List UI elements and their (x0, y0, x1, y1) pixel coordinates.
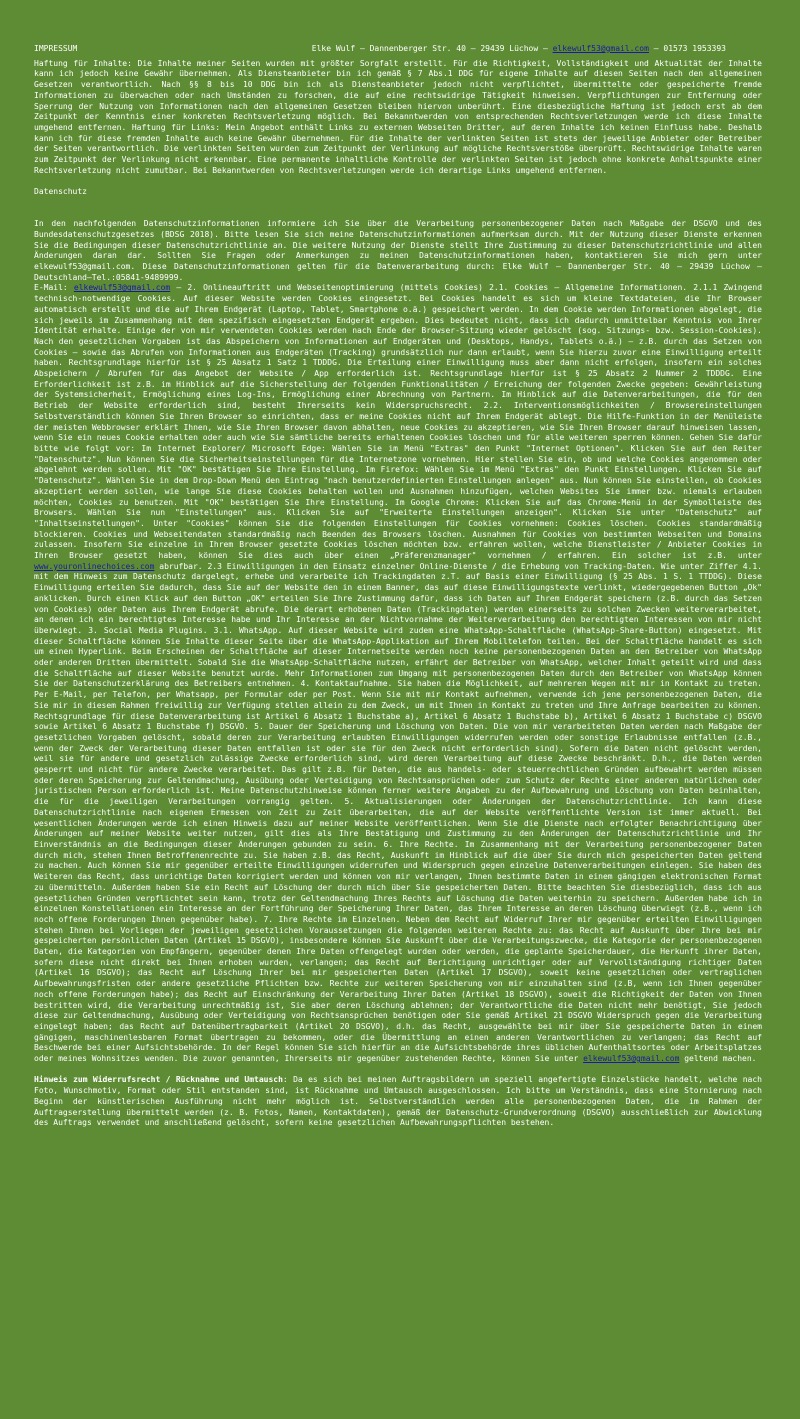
youronlinechoices-link[interactable]: www.youronlinechoices.com (34, 561, 155, 571)
email-label: E-Mail: (34, 283, 74, 293)
privacy-body (34, 283, 762, 1064)
impressum-page (34, 44, 762, 1129)
header-email-link[interactable]: elkewulf53@gmail.com (552, 44, 649, 53)
withdrawal-text: : Da es sich bei meinen Auftragsbildern um speziell angefertigte Einzelstücke handelt, welche nach Foto, Wunschmotiv, Format oder Stil entstanden sind, ist Rücknahme und Umtausch ausgeschlossen. Ich bitte um Verständnis, dass eine Stornierung nach Beginn der künstlerischen Ausführung nicht mehr möglich ist. Selbstverständlich werden alle personenbezogenen Daten, die im Rahmen der Auftragserstellung übermittelt werden (z. B. Fotos, Namen, Kontaktdaten), gemäß der Datenschutz-Grundverordnung (DSGVO) ausschließlich zur Abwicklung des Auftrags verwendet und anschließend gelöscht, sofern keine gesetzlichen Aufbewahrungspflichten bestehen. (34, 1075, 762, 1128)
contact-prefix: Elke Wulf – Dannenberger Str. 40 – 29439 Lüchow – (311, 44, 553, 53)
privacy-title: Datenschutz (34, 187, 87, 197)
liability-paragraph: Haftung für Inhalte: Die Inhalte meiner Seiten wurden mit größter Sorgfalt erstellt. Für die Richtigkeit, Vollständigkeit und Aktualität der Inhalte kann ich jedoch keine Gewähr übernehmen. Als Diensteanbieter bin ich gemäß § 7 Abs.1 DDG für eigene Inhalte auf diesen Seiten nach den allgemeinen Gesetzen verantwortlich. Nach §§ 8 bis 10 DDG bin ich als Diensteanbieter jedoch nicht verpflichtet, übermittelte oder gespeicherte fremde Informationen zu überwachen oder nach Umständen zu forschen, die auf eine rechtswidrige Tätigkeit hinweisen. Verpflichtungen zur Entfernung oder Sperrung der Nutzung von Informationen nach den allgemeinen Gesetzen bleiben hiervon unberührt. Eine diesbezügliche Haftung ist jedoch erst ab dem Zeitpunkt der Kenntnis einer konkreten Rechtsverletzung möglich. Bei Bekanntwerden von entsprechenden Rechtsverletzungen werde ich diese Inhalte umgehend entfernen. Haftung für Links: Mein Angebot enthält Links zu externen Webseiten Dritter, auf deren Inhalte ich keinen Einfluss habe. Deshalb kann ich für diese fremden Inhalte auch keine Gewähr übernehmen. Für die Inhalte der verlinkten Seiten ist stets der jeweilige Anbieter oder Betreiber der Seiten verantwortlich. Die verlinkten Seiten wurden zum Zeitpunkt der Verlinkung auf mögliche Rechtsverstöße überprüft. Rechtswidrige Inhalte waren zum Zeitpunkt der Verlinkung nicht erkennbar. Eine permanente inhaltliche Kontrolle der verlinkten Seiten ist jedoch ohne konkrete Anhaltspunkte einer Rechtsverletzung nicht zumutbar. Bei Bekanntwerden von Rechtsverletzungen werde ich derartige Links umgehend entfernen. (34, 58, 762, 175)
contact-line (312, 44, 762, 55)
privacy-text-part2: abrufbar. 2.3 Einwilligungen in den Einsatz einzelner Online-Dienste / die Erhebung von Tracking-Daten. Wie unter Ziffer 4.1. mit dem Hinweis zum Datenschutz dargelegt, erhebe und verarbeite ich Trackingdaten z.T. auf Basis einer Einwilligung (§ 25 Abs. 1 S. 1 TTDDG). Diese Einwilligung erteilen Sie dadurch, dass Sie auf der Website den in einem Banner, das auf diese Einwilligungstexte verlinkt, wiedergegebenen Button „Ok" anklicken. Durch einen Klick auf den Button „OK" erteilen Sie Ihre Zustimmung dafür, dass ich Daten auf Ihrem Endgerät speichern (z.B. durch das Setzen von Cookies) oder Daten aus Ihrem Endgerät abrufe. Die derart erhobenen Daten (Trackingdaten) werden einerseits zu solchen Zwecken weiterverarbeitet, an denen ich ein berechtigtes Interesse habe und Ihr Interesse an der Nichtvornahme der Weiterverarbeitung den berechtigten Interessen von mir nicht überwiegt. 3. Social Media Plugins. 3.1. WhatsApp. Auf dieser Website wird zudem eine WhatsApp-Schaltfläche (WhatsApp-Share-Button) eingesetzt. Mit dieser Schaltfläche können Sie Inhalte dieser Seite über die WhatsApp-Applikation auf Ihrem Mobiltelefon teilen. Bei der Schaltfläche handelt es sich um einen Hyperlink. Beim Erscheinen der Schaltfläche auf dieser Internetseite werden noch keine personenbezogenen Daten an den Betreiber von WhatsApp oder anderen Dritten übermittelt. Sobald Sie die WhatsApp-Schaltfläche nutzen, erfährt der Betreiber von WhatsApp, welcher Inhalt geteilt wird und dass die Schaltfläche auf dieser Website benutzt wurde. Mehr Informationen zum Umgang mit personenbezogenen Daten durch den Betreiber von WhatsApp können Sie der Datenschutzerklärung des Betreibers entnehmen. 4. Kontaktaufnahme. Sie haben die Möglichkeit, auf mehreren Wegen mit mir in Kontakt zu treten. Per E-Mail, per Telefon, per Whatsapp, per Formular oder per Post. Wenn Sie mit mir Kontakt aufnehmen, verwende ich jene personenbezogenen Daten, die Sie mir in diesem Rahmen freiwillig zur Verfügung stellen allein zu dem Zweck, um mit Ihnen in Kontakt zu treten und Ihre Anfrage bearbeiten zu können. Rechtsgrundlage für diese Datenverarbeitung ist Artikel 6 Absatz 1 Buchstabe a), Artikel 6 Absatz 1 Buchstabe b), Artikel 6 Absatz 1 Buchstabe c) DSGVO sowie Artikel 6 Absatz 1 Buchstabe f) DSGVO. 5. Dauer der Speicherung und Löschung von Daten. Die von mir verarbeiteten Daten werden nach Maßgabe der gesetzlichen Vorgaben gelöscht, sobald deren zur Verarbeitung erlaubten Einwilligungen widerrufen werden oder sonstige Erlaubnisse entfallen (z.B., wenn der Zweck der Verarbeitung dieser Daten entfallen ist oder sie für den Zweck nicht erforderlich sind). Sofern die Daten nicht gelöscht werden, weil sie für andere und gesetzlich zulässige Zwecke erforderlich sind, wird deren Verarbeitung auf diese Zwecke beschränkt. D.h., die Daten werden gesperrt und nicht für andere Zwecke verarbeitet. Das gilt z.B. für Daten, die aus handels- oder steuerrechtlichen Gründen aufbewahrt werden müssen oder deren Speicherung zur Geltendmachung, Ausübung oder Verteidigung von Rechtsansprüchen oder zum Schutz der Rechte einer anderen natürlichen oder juristischen Person erforderlich ist. Meine Datenschutzhinweise können ferner weitere Angaben zu der Aufbewahrung und Löschung von Daten beinhalten, die für die jeweiligen Verarbeitungen vorrangig gelten. 5. Aktualisierungen oder Änderungen der Datenschutzrichtlinie. Ich kann diese Datenschutzrichtlinie nach eigenem Ermessen von Zeit zu Zeit überarbeiten, die auf der Website veröffentlichte Version ist immer aktuell. Bei wesentlichen Änderungen werde ich einen Hinweis dazu auf meiner Website veröffentlichen. Wenn Sie die Dienste nach erfolgter Benachrichtigung über Änderungen auf meiner Website weiter nutzen, gilt dies als Ihre Bestätigung und Zustimmung zu den Änderungen der Datenschutzrichtlinie und Ihr Einverständnis an die Bedingungen dieser Änderungen gebunden zu sein. 6. Ihre Rechte. Im Zusammenhang mit der Verarbeitung personenbezogener Daten durch mich, stehen Ihnen Betroffenenrechte zu. Sie haben z.B. das Recht, Auskunft im Hinblick auf die über Sie durch mich gespeicherten Daten geltend zu machen. Auch können Sie mir gegenüber erteilte Einwilligungen widerrufen und Widerspruch gegen einzelne Datenverarbeitungen einlegen. Sie haben des Weiteren das Recht, dass unrichtige Daten korrigiert werden und können von mir verlangen, Ihnen bestimmte Daten in einem gängigen elektronischen Format zu übermitteln. Außerdem haben Sie ein Recht auf Löschung der durch mich über Sie gespeicherten Daten. Bitte beachten Sie diesbezüglich, dass ich aus gesetzlichen Gründen verpflichtet sein kann, trotz der Geltendmachung Ihres Rechts auf Löschung die Daten weiterhin zu speichern. Außerdem habe ich in einzelnen Konstellationen ein Interesse an der Fortführung der Speicherung Ihrer Daten, das Ihrem Interesse an deren Löschung überwiegt (z.B., wenn ich noch offene Forderungen Ihnen gegenüber habe). 7. Ihre Rechte im Einzelnen. Neben dem Recht auf Widerruf Ihrer mir gegenüber erteilten Einwilligungen stehen Ihnen bei Vorliegen der jeweiligen gesetzlichen Voraussetzungen die folgenden weiteren Rechte zu: das Recht auf Auskunft über Ihre bei mir gespeicherten persönlichen Daten (Artikel 15 DSGVO), insbesondere können Sie Auskunft über die Verarbeitungszwecke, die Kategorie der personenbezogenen Daten, die Kategorien von Empfängern, gegenüber denen Ihre Daten offengelegt wurden oder werden, die geplante Speicherdauer, die Herkunft ihrer Daten, sofern diese nicht direkt bei Ihnen erhoben wurden, verlangen; das Recht auf Berichtigung unrichtiger oder auf Vervollständigung richtiger Daten (Artikel 16 DSGVO); das Recht auf Löschung Ihrer bei mir gespeicherten Daten (Artikel 17 DSGVO), soweit keine gesetzlichen oder vertraglichen Aufbewahrungsfristen oder andere gesetzliche Pflichten bzw. Rechte zur weiteren Speicherung von mir einzuhalten sind (z.B, wenn ich Ihnen gegenüber noch offene Forderungen habe); das Recht auf Einschränkung der Verarbeitung Ihrer Daten (Artikel 18 DSGVO), soweit die Richtigkeit der Daten von Ihnen bestritten wird, die Verarbeitung unrechtmäßig ist, Sie aber deren Löschung ablehnen; der Verantwortliche die Daten nicht mehr benötigt, Sie jedoch diese zur Geltendmachung, Ausübung oder Verteidigung von Rechtsansprüchen benötigen oder Sie gemäß Artikel 21 DSGVO Widerspruch gegen die Verarbeitung eingelegt haben; das Recht auf Datenübertragbarkeit (Artikel 20 DSGVO), d.h. das Recht, ausgewählte bei mir über Sie gespeicherte Daten in einem gängigen, maschinenlesbaren Format übertragen zu bekommen, oder die Übermittlung an einen anderen Verantwortlichen zu verlangen; das Recht auf Beschwerde bei einer Aufsichtsbehörde. In der Regel können Sie sich hierfür an die Aufsichtsbehörde ihres üblichen Aufenthaltsortes oder Arbeitsplatzes oder meines Wohnsitzes wenden. Die zuvor genannten, Ihrerseits mir gegenüber zustehenden Rechte, können Sie unter (34, 561, 762, 1064)
privacy-intro: In den nachfolgenden Datenschutzinformationen informiere ich Sie über die Verarbeitung personenbezogener Daten nach Maßgabe der DSGVO und des Bundesdatenschutzgesetzes (BDSG 2018). Bitte lesen Sie sich meine Datenschutzinformationen aufmerksam durch. Mit der Nutzung dieser Dienste erkennen Sie die Bedingungen dieser Datenschutzrichtlinie an. Die weitere Nutzung der Dienste stellt Ihre Zustimmung zu dieser Datenschutzrichtlinie und allen Änderungen daran dar. Sollten Sie Fragen oder Anmerkungen zu meinen Datenschutzinformationen haben, kontaktieren Sie mich gern unter elkewulf53@gmail.com. Diese Datenschutzinformationen gelten für die Datenverarbeitung durch: Elke Wulf – Dannenberger Str. 40 – 29439 Lüchow – Deutschland–Tel.:05841-9489999. (34, 219, 762, 282)
privacy-text-part1: – 2. Onlineauftritt und Webseitenoptimierung (mittels Cookies) 2.1. Cookies – Allgemeine Informationen. 2.1.1 Zwingend technisch-notwendige Cookies. Auf dieser Website werden Cookies eingesetzt. Bei Cookies handelt es sich um kleine Textdateien, die Ihr Browser automatisch erstellt und die auf Ihrem Endgerät (Laptop, Tablet, Smartphone o.ä.) gespeichert werden. In dem Cookie werden Informationen abgelegt, die sich jeweils im Zusammenhang mit dem spezifisch eingesetzten Endgerät ergeben. Dies bedeutet nicht, dass ich dadurch unmittelbar Kenntnis von Ihrer Identität erhalte. Einige der von mir verwendeten Cookies werden nach Ende der Browser-Sitzung wieder gelöscht (sog. Sitzungs- bzw. Session-Cookies). Nach den gesetzlichen Vorgaben ist das Abspeichern von Informationen auf Endgeräten und (Desktops, Handys, Tablets o.ä.) – z.B. durch das Setzen von Cookies – sowie das Abrufen von Informationen aus Endgeräten (Tracking) grundsätzlich nur dann erlaubt, wenn Sie hierzu zuvor eine Einwilligung erteilt haben. Rechtsgrundlage hierfür ist § 25 Absatz 1 Satz 1 TDDDG. Die Erteilung einer Einwilligung muss aber dann nicht erfolgen, insofern ein solches Abspeichern / Abrufen für das Angebot der Website / App erforderlich ist. Rechtsgrundlage hierfür ist § 25 Absatz 2 Nummer 2 TDDDG. Eine Erforderlichkeit ist z.B. im Hinblick auf die Sicherstellung der folgenden Funktionalitäten / Erreichung der folgenden Zwecke gegeben: Gewährleistung der Systemsicherheit, Ermöglichung eines Log-Ins, Ermöglichung einer Abrechnung von Partnern. Im Hinblick auf die Datenverarbeitungen, die für den Betrieb der Website erforderlich sind, besteht Ihrerseits kein Widerspruchsrecht. 2.2. Interventionsmöglichkeiten / Browsereinstellungen Selbstverständlich können Sie Ihren Browser so einrichten, dass er meine Cookies nicht auf Ihrem Endgerät ablegt. Die Hilfe-Funktion in der Menüleiste der meisten Webbrowser erklärt Ihnen, wie Sie Ihren Browser davon abhalten, neue Cookies zu akzeptieren, wie Sie Ihren Browser darauf hinweisen lassen, wenn Sie ein neues Cookie erhalten oder auch wie Sie sämtliche bereits erhaltenen Cookies löschen und für alle weiteren sperren können. Gehen Sie dafür bitte wie folgt vor: Im Internet Explorer/ Microsoft Edge: Wählen Sie im Menü "Extras" den Punkt "Internet Optionen". Klicken Sie auf den Reiter "Datenschutz". Nun können Sie die Sicherheitseinstellungen für die Internetzone vornehmen. Hier stellen Sie ein, ob und welche Cookies angenommen oder abgelehnt werden sollen. Mit "OK" bestätigen Sie Ihre Einstellung. Im Firefox: Wählen Sie im Menü "Extras" den Punkt Einstellungen. Klicken Sie auf "Datenschutz". Wählen Sie in dem Drop-Down Menü den Eintrag "nach benutzerdefinierten Einstellungen anlegen" aus. Nun können Sie einstellen, ob Cookies akzeptiert werden sollen, wie lange Sie diese Cookies behalten wollen und Ausnahmen hinzufügen, welchen Websites Sie immer bzw. niemals erlauben möchten, Cookies zu benutzen. Mit "OK" bestätigen Sie Ihre Einstellung. Im Google Chrome: Klicken Sie auf das Chrome-Menü in der Symbolleiste des Browsers. Wählen Sie nun "Einstellungen" aus. Klicken Sie auf "Erweiterte Einstellungen anzeigen". Klicken Sie unter "Datenschutz" auf "Inhaltseinstellungen". Unter "Cookies" können Sie die folgenden Einstellungen für Cookies vornehmen: Cookies löschen. Cookies standardmäßig blockieren. Cookies und Webseitendaten standardmäßig nach Beenden des Browsers löschen. Ausnahmen für Cookies von bestimmten Webseiten und Domains zulassen. Insofern Sie einzelne in Ihrem Browser gesetzte Cookies löschen möchten bzw. erfahren wollen, welche Dienstleister / Anbieter Cookies in Ihren Browser gesetzt haben, können Sie dies auch über einen „Präferenzmanager" vornehmen / erfahren. Ein solcher ist z.B. unter (34, 283, 763, 561)
contact-phone: – 01573 1953393 (648, 44, 726, 53)
impressum-title: IMPRESSUM (34, 44, 78, 53)
privacy-email-link[interactable]: elkewulf53@gmail.com (73, 283, 171, 293)
impressum-header (34, 44, 762, 55)
withdrawal-title: Hinweis zum Widerrufsrecht / Rücknahme und Umtausch (34, 1075, 283, 1085)
privacy-text-end: geltend machen. (679, 1054, 757, 1064)
withdrawal-paragraph (34, 1075, 762, 1129)
privacy-email-link-end[interactable]: elkewulf53@gmail.com (583, 1054, 680, 1064)
